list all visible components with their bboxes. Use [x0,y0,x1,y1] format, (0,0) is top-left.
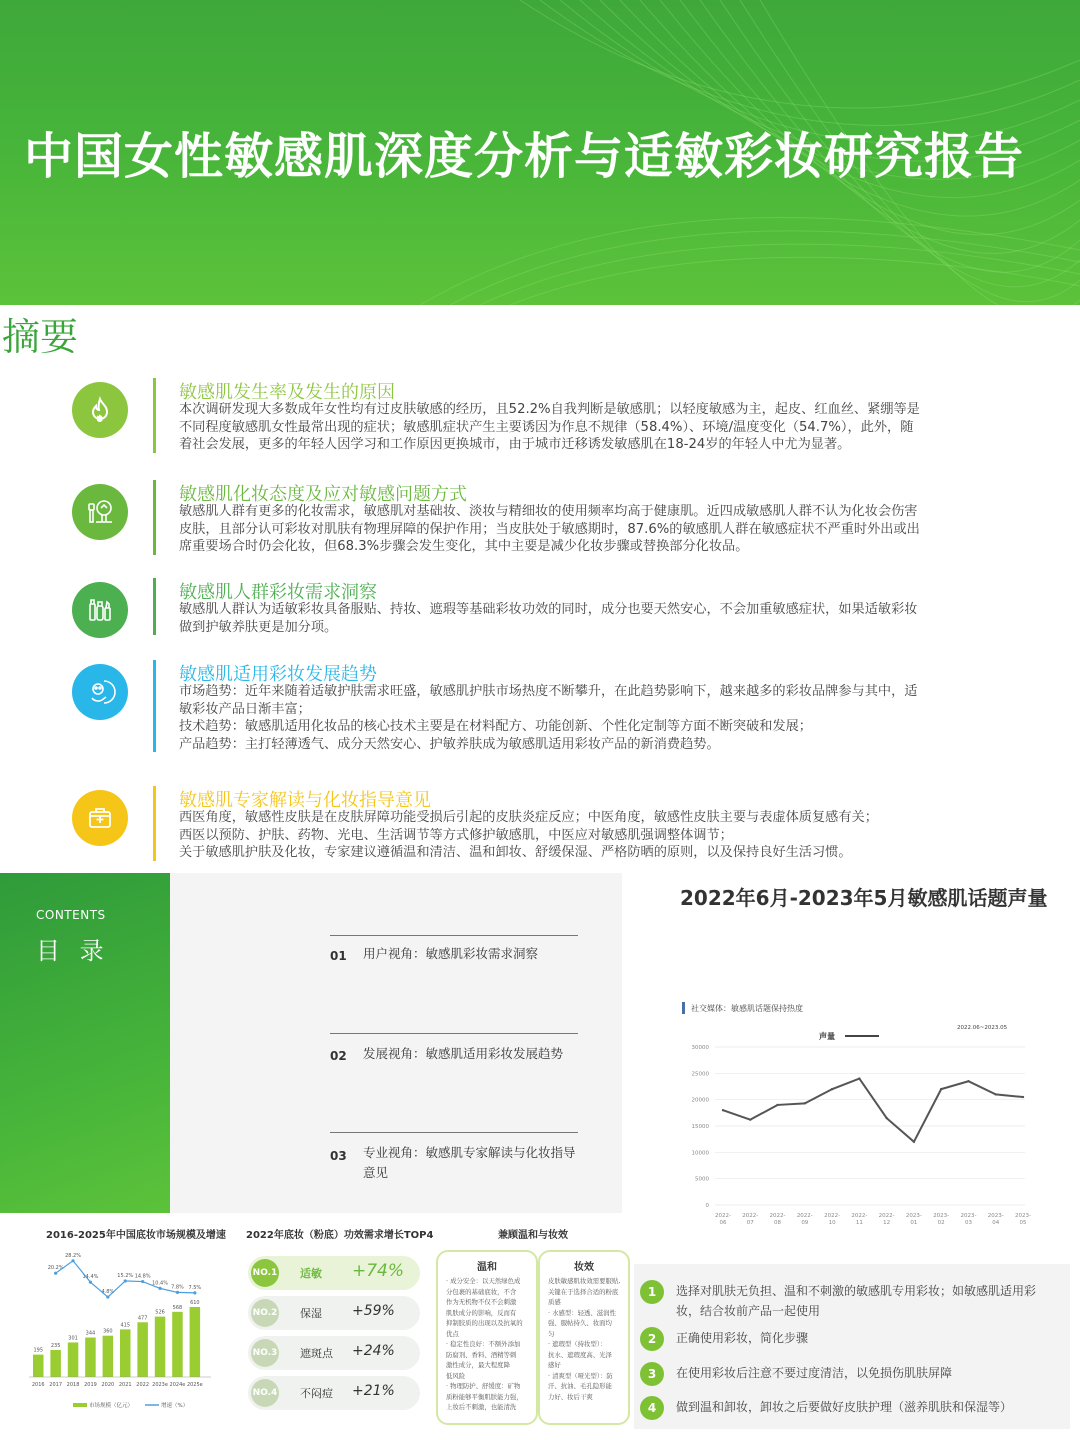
x-tick-label: 2023- [905,1213,922,1219]
box-text-line: 抑制胶质的出现以及抗氧的 [446,1319,523,1327]
top4-row [248,1296,420,1330]
tip-number-badge: 2 [640,1327,664,1351]
x-tick-label: 2023e [152,1382,168,1388]
growth-value-label: 7.5% [188,1284,202,1291]
tip-text: 正确使用彩妆，简化步骤 [676,1331,809,1345]
section-body-line: 敏彩妆产品日渐丰富； [179,701,311,717]
market-bar [190,1307,201,1377]
section-body-line: 技术趋势：敏感肌适用化妆品的核心技术主要是在材料配方、功能创新、个性化定制等方面不断突破和发展； [179,719,812,734]
growth-value: +59% [352,1303,395,1319]
subtitle-marker [682,1002,685,1014]
y-tick-label: 30000 [691,1045,709,1051]
effect-box-text [548,1276,622,1402]
growth-value-label: 20.2% [47,1265,64,1272]
box-text-line: 低风险 [446,1371,466,1380]
box-text-line: · 成分安全：以天然绿色成 [446,1277,521,1285]
top4-title: 2022年底妆（粉底）功效需求增长TOP4 [246,1230,434,1241]
market-bar [85,1338,96,1377]
rank-badge: NO.3 [251,1339,279,1367]
box-text-line: 皮肤敏感肌妆效需要服贴, [548,1277,621,1285]
x-tick-label: 06 [719,1220,727,1226]
toc-divider [330,1132,578,1133]
x-tick-label: 2019 [84,1382,97,1388]
toc-item-number: 02 [330,1049,347,1063]
growth-value-label: 15.2% [117,1272,134,1279]
x-tick-label: 04 [992,1220,1000,1226]
x-tick-label: 2022- [796,1213,813,1219]
x-tick-label: 2022- [769,1213,786,1219]
data-point [831,1088,833,1090]
toc-divider [330,1033,578,1034]
demand-label: 不闷痘 [300,1387,333,1400]
section-body-line: 不同程度敏感肌女性最常出现的症状；敏感肌症状产生主要诱因为作息不规律（58.4%）、环境/温度变化（54.7%），此外，随 [179,419,914,435]
data-point [804,1102,806,1104]
section-body [179,809,1009,862]
flame-icon [72,382,128,438]
bar-value-label: 344 [85,1330,96,1337]
section-body-line: 敏感肌人群认为适敏彩妆具备服贴、持妆、遮瑕等基础彩妆功效的同时，成分也要天然安心，不会加重敏感症状，如果适敏彩妆 [179,602,918,617]
section-body-line: 做到护敏养肤更是加分项。 [179,619,338,635]
section-accent-bar [153,578,156,635]
data-point [1022,1096,1024,1098]
x-tick-label: 2022- [824,1213,841,1219]
box-text-line: · 水感型：轻透、滋润性 [548,1308,616,1317]
box-text-line: 分包裹的基础底妆，不含 [446,1287,517,1296]
x-tick-label: 2023- [987,1213,1004,1219]
line-chart-panel [675,995,1040,1230]
line-chart-title: 2022年6月-2023年5月敏感肌话题声量 [680,886,1048,910]
demand-label: 保湿 [300,1307,322,1320]
line-chart-legend-label: 声量 [819,1032,835,1041]
data-point [913,1141,915,1143]
section-accent-bar [153,378,156,453]
x-tick-label: 2016 [31,1382,45,1388]
effect-box-heading: 妆效 [574,1262,594,1273]
growth-value-label: 14.4% [82,1274,99,1281]
section-body [179,601,1009,636]
contents-label-zh: 目 录 [36,937,110,965]
section-body-line: 席重要场合时仍会化妆，但68.3%步骤会发生变化，其中主要是减少化妆步骤或替换部分化妆品。 [179,539,749,554]
contents-sidebar [0,873,170,1213]
contents-panel [0,873,622,1213]
x-tick-label: 10 [828,1220,836,1226]
box-text-line: 质感 [548,1298,561,1306]
market-bar [155,1317,166,1377]
gentle-box [436,1250,538,1425]
box-text-line: · 物理防护、舒缓度：矿物 [446,1382,521,1390]
growth-value-label: 10.4% [152,1280,168,1287]
bar-value-label: 568 [172,1304,183,1311]
tip-number-badge: 3 [640,1362,664,1386]
box-text-line: 匀 [548,1329,555,1338]
box-text-line: 防腐剂、香料、酒精等刺 [446,1350,517,1359]
section-heading: 敏感肌化妆态度及应对敏感问题方式 [179,484,467,505]
section-body-line: 敏感肌人群有更多的化妆需求，敏感肌对基础妆、淡妆与精细妆的使用频率均高于健康肌。近四成敏感肌人群不认为化妆会伤害 [179,504,918,519]
bar-value-label: 301 [68,1335,78,1342]
x-tick-label: 01 [910,1220,918,1226]
section-body-line: 本次调研发现大多数成年女性均有过皮肤敏感的经历，且52.2%自我判断是敏感肌；以轻度敏感为主，起皮、红血丝、紧绷等是 [179,402,920,417]
section-accent-bar [153,480,156,555]
section-body-line: 着社会发展，更多的年轻人因学习和工作原因更换城市，由于城市迁移诱发敏感肌在18-24岁的年轻人中尤为显著。 [179,437,851,452]
bar-value-label: 477 [137,1315,148,1322]
toc-item-number: 01 [330,949,347,963]
section-body [179,503,1009,556]
x-tick-label: 2023- [933,1213,950,1219]
section-body-line: 西医角度，敏感性皮肤是在皮肤屏障功能受损后引起的皮肤炎症反应；中医角度，敏感性皮肤主要与表虚体质复感有关； [179,810,878,825]
data-point [995,1093,997,1095]
data-point [776,1104,778,1106]
legend-bar-swatch [73,1403,87,1407]
section-heading: 敏感肌专家解读与化妆指导意见 [179,790,431,811]
x-tick-label: 2018 [66,1382,80,1388]
y-tick-label: 20000 [691,1097,709,1104]
report-title: 中国女性敏感肌深度分析与适敏彩妆研究报告 [24,128,1025,185]
x-tick-label: 2017 [49,1382,63,1388]
x-tick-label: 12 [883,1220,891,1226]
legend-bar-label: 市场规模（亿元） [89,1403,134,1409]
market-bar [137,1322,148,1377]
toc-item-text[interactable]: 发展视角：敏感肌适用彩妆发展趋势 [363,1046,564,1061]
box-text-line: · 稳定性良好：不额外添加 [446,1340,521,1348]
makeup-tools-icon [72,484,128,540]
growth-value: +21% [352,1383,395,1399]
rank-badge: NO.4 [251,1379,279,1407]
market-bar [68,1342,79,1377]
cosmetics-icon [72,582,128,638]
market-bar [33,1355,44,1377]
box-text-line: 激性成分，最大程度降 [446,1361,510,1369]
x-tick-label: 08 [774,1220,782,1226]
rank-badge: NO.1 [251,1259,279,1287]
market-chart [25,1244,225,1414]
rank-badge: NO.2 [251,1299,279,1327]
box-text-line: 关键在于选择合适的粉底 [548,1287,619,1296]
demand-label: 遮斑点 [300,1347,333,1360]
y-tick-label: 0 [705,1203,709,1209]
bar-value-label: 195 [33,1347,44,1354]
growth-value-label: 28.2% [65,1252,81,1259]
series-line-volume [723,1079,1023,1142]
box-text-line: · 清爽型（哑光型）：防 [548,1371,613,1380]
section-accent-bar [153,786,156,861]
line-chart-subtitle: 社交媒体：敏感肌话题保持热度 [691,1004,803,1013]
box-text-line: · 遮瑕型（持妆型）： [548,1340,607,1348]
bar-value-label: 235 [50,1343,61,1350]
cover-banner [0,0,1080,305]
data-point [967,1080,969,1082]
x-tick-label: 2021 [118,1382,132,1388]
x-tick-label: 11 [855,1220,863,1226]
bar-value-label: 415 [120,1322,131,1329]
market-bar [120,1329,131,1377]
section-body-line: 西医以预防、护肤、药物、光电、生活调节等方式修护敏感肌，中医应对敏感肌强调整体调节； [179,827,733,843]
section-heading: 敏感肌人群彩妆需求洞察 [179,582,377,603]
tip-number-badge: 4 [640,1396,664,1420]
market-bar [103,1336,114,1377]
x-tick-label: 2022- [851,1213,868,1219]
section-body-line: 皮肤，且部分认可彩妆对肌肤有物理屏障的保护作用；当皮肤处于敏感期时，87.6%的敏感肌人群在敏感症状不严重时外出或出 [179,521,920,537]
tip-number-badge: 1 [640,1280,664,1304]
data-point [858,1077,860,1079]
growth-value-label: 14.8% [134,1273,151,1280]
x-tick-label: 2025e [186,1382,203,1388]
x-tick-label: 03 [964,1220,972,1226]
section-body-line: 产品趋势：主打轻薄透气、成分天然安心、护敏养肤成为敏感肌适用彩妆产品的新消费趋势。 [179,736,720,752]
effect-box [538,1250,630,1425]
gentle-title: 兼顾温和与妆效 [498,1230,568,1241]
bar-value-label: 360 [103,1328,113,1335]
y-tick-label: 25000 [691,1071,709,1078]
face-care-icon [72,664,128,720]
section-body-line: 市场趋势：近年来随着适敏护肤需求旺盛，敏感肌护肤市场热度不断攀升，在此趋势影响下，越来越多的彩妆品牌参与其中，适 [179,684,918,699]
contents-label-en: CONTENTS [36,908,106,922]
box-text-line: 优点 [446,1329,459,1338]
medical-kit-icon [72,790,128,846]
tip-text: 选择对肌肤无负担、温和不刺激的敏感肌专用彩妆；如敏感肌适用彩妆，结合妆前产品一起使用 [676,1284,1037,1318]
data-point [885,1117,887,1119]
growth-value-label: 4.8% [101,1289,115,1296]
x-tick-label: 2023- [1015,1213,1031,1219]
demand-label: 适敏 [300,1267,322,1280]
x-tick-label: 2020 [101,1382,115,1388]
x-tick-label: 2024e [169,1382,186,1388]
section-body-line: 关于敏感肌护肤及化妆，专家建议遵循温和清洁、温和卸妆、舒缓保湿、严格防晒的原则，以及保持良好生活习惯。 [179,845,852,860]
top4-row [248,1256,420,1290]
growth-value: +24% [352,1343,395,1359]
gentle-box-heading: 温和 [477,1262,497,1273]
box-text-line: 力好、妆后干爽 [548,1392,593,1401]
market-bar [172,1312,183,1377]
section-body [179,683,1009,753]
section-accent-bar [153,660,156,752]
x-tick-label: 02 [937,1220,945,1226]
legend-line-label: 增速（%） [161,1403,189,1409]
x-tick-label: 2022 [136,1382,150,1388]
tip-text: 在使用彩妆后注意不要过度清洁，以免损伤肌肤屏障 [676,1366,953,1380]
line-chart-period: 2022.06~2023.05 [957,1025,1008,1031]
box-text-line: 感好 [548,1361,561,1369]
x-tick-label: 05 [1019,1220,1027,1226]
x-tick-label: 2022- [878,1213,895,1219]
x-tick-label: 2022- [742,1213,759,1219]
data-point [749,1118,751,1120]
market-chart-title: 2016-2025年中国底妆市场规模及增速 [46,1230,226,1241]
box-text-line: 肌肤成分的影响，反而有 [446,1308,517,1317]
box-text-line: 上妆后不刺激，也能清洗 [446,1403,517,1411]
x-tick-label: 2023- [960,1213,977,1219]
section-heading: 敏感肌适用彩妆发展趋势 [179,664,377,685]
toc-divider [330,935,578,936]
data-point [940,1088,942,1090]
section-heading: 敏感肌发生率及发生的原因 [179,382,395,403]
top4-row [248,1376,420,1410]
gentle-box-text [446,1276,530,1413]
data-point [722,1109,724,1111]
box-text-line: 强、服帖持久、妆面均 [548,1319,612,1327]
line-chart [675,995,1040,1230]
top4-row [248,1336,420,1370]
toc-item-text[interactable]: 用户视角：敏感肌彩妆需求洞察 [363,946,539,961]
x-tick-label: 09 [801,1220,809,1226]
section-body [179,401,1009,454]
x-tick-label: 07 [746,1220,754,1226]
x-tick-label: 2022- [715,1213,731,1219]
box-text-line: 抗水、遮瑕度高、光泽 [548,1350,612,1359]
growth-value-label: 7.8% [171,1284,184,1291]
box-text-line: 作为无机物不仅不会刺激 [446,1298,517,1306]
growth-value: +74% [352,1261,405,1281]
y-tick-label: 5000 [695,1176,709,1183]
box-text-line: 质粉能够平衡肌肤能力强， [446,1392,523,1401]
y-tick-label: 10000 [691,1150,709,1157]
y-tick-label: 15000 [691,1124,709,1130]
market-bar [50,1350,61,1377]
bar-value-label: 526 [155,1309,165,1316]
toc-item-number: 03 [330,1149,347,1163]
tip-text: 做到温和卸妆，卸妆之后要做好皮肤护理（滋养肌肤和保湿等） [676,1400,1013,1414]
bar-value-label: 610 [190,1300,200,1306]
summary-heading: 摘要 [2,315,79,359]
box-text-line: 汗、抗油、毛孔隐形能 [548,1382,612,1390]
toc-item-text[interactable]: 专业视角：敏感肌专家解读与化妆指导意见 [363,1145,576,1180]
